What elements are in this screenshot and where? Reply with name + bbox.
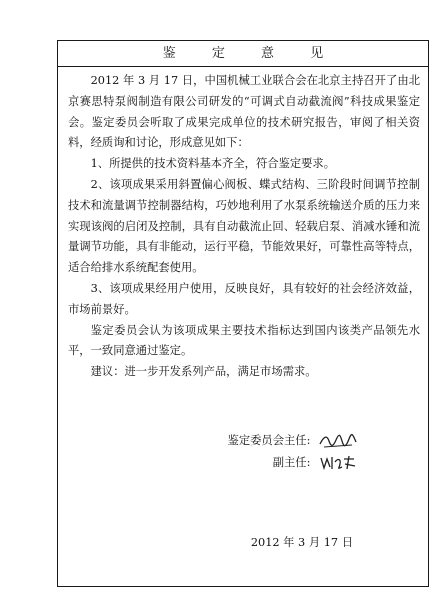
paragraph-item-3: 3、该项成果经用户使用，反映良好，具有较好的社会经济效益，市场前景好。 [68,281,420,316]
paragraph-item-2: 2、该项成果采用斜置偏心阀板、蝶式结构、三阶段时间调节控制技术和流量调节控制器结构，巧妙地利用了水泵系统输送介质的压力来实现该阀的启闭及控制，具有自动截流止回、轻载启泵、消减水锤和流量调节功能，具有非能动，运行平稳，节能效果好，可靠性高等特点，适合给排水系统配套使用。 [68,177,420,275]
appraisal-frame [57,40,429,587]
paragraph-item-1: 1、所提供的技术资料基本齐全，符合鉴定要求。 [90,157,336,171]
signature-block [228,431,358,475]
paragraph-suggestion: 建议：进一步开发系列产品，满足市场需求。 [90,365,317,379]
chair-label: 鉴定委员会主任: [227,434,311,447]
vice-signature-line [228,453,358,475]
vice-handwritten-signature [318,454,358,472]
page-title: 鉴 定 意 见 [58,41,428,67]
chair-handwritten-signature [318,432,358,450]
paragraph-conclusion: 鉴定委员会认为该项成果主要技术指标达到国内该类产品领先水平，一致同意通过鉴定。 [68,323,420,358]
chair-signature-line [228,431,358,453]
vice-label: 副主任: [272,456,311,469]
paragraph-intro: 2012 年 3 月 17 日，中国机械工业联合会在北京主持召开了由北京赛思特泵阀制造有限公司研发的“可调式自动截流阀”科技成果鉴定会。鉴定委员会听取了成果完成单位的技术研究报告，审阅了相关资料，经质询和讨论，形成意见如下： [68,74,420,150]
appraisal-body [68,71,420,383]
appraisal-date: 2012 年 3 月 17 日 [250,536,353,549]
